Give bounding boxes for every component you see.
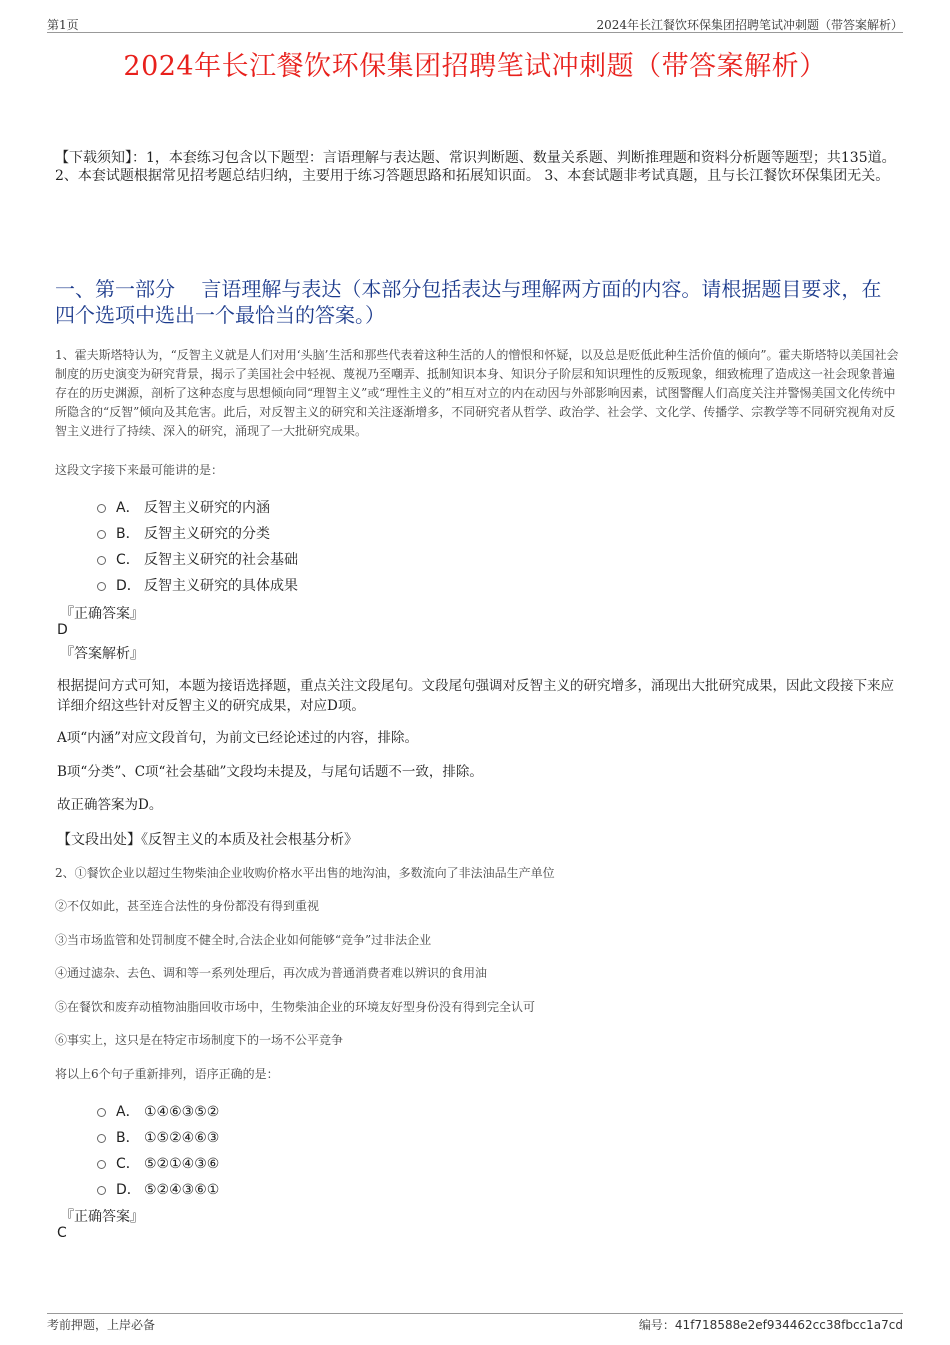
download-notice: 【下载须知】：1，本套练习包含以下题型：言语理解与表达题、常识判断题、数量关系题、判断推理题和资料分析题等题型；共135道。 2、本套试题根据常见招考题总结归纳，主要用于练习答题思路和拓展知识面。 3、本套试题非考试真题，且与长江餐饮环保集团无关。 [55,150,896,184]
q2-sentence-6: ⑥事实上，这只是在特定市场制度下的一场不公平竞争 [55,1033,344,1047]
q1-analysis-p4: 故正确答案为D。 [57,797,163,813]
footer-slogan: 考前押题，上岸必备 [47,1318,156,1332]
question-2-prompt: 将以上6个句子重新排列，语序正确的是： [55,1067,279,1081]
header-doc-title: 2024年长江餐饮环保集团招聘笔试冲刺题（带答案解析） [596,18,903,32]
q2-answer-heading: 『正确答案』 [60,1209,144,1225]
footer-doc-id: 编号：41f718588e2ef934462cc38fbcc1a7cd [638,1318,903,1332]
q2-option-c[interactable]: C． ⑤②①④③⑥ [97,1153,219,1173]
section-title: 一、第一部分 言语理解与表达（本部分包括表达与理解两方面的内容。请根据题目要求，在四个选项中选出一个最恰当的答案。） [55,277,882,327]
page-number: 第1页 [47,18,79,32]
q1-answer-heading: 『正确答案』 [60,606,144,622]
radio-icon[interactable] [97,504,106,513]
question-1-prompt: 这段文字接下来最可能讲的是： [55,463,224,477]
q2-option-a[interactable]: A． ①④⑥③⑤② [97,1101,219,1121]
q1-source: 【文段出处】《反智主义的本质及社会根基分析》 [57,832,358,848]
q2-option-d[interactable]: D． ⑤②④③⑥① [97,1179,219,1199]
q1-option-c[interactable]: C． 反智主义研究的社会基础 [97,549,298,569]
radio-icon[interactable] [97,1160,106,1169]
q2-sentence-5: ⑤在餐饮和废弃动植物油脂回收市场中，生物柴油企业的环境友好型身份没有得到完全认可 [55,1000,536,1014]
radio-icon[interactable] [97,1186,106,1195]
q2-option-b[interactable]: B． ①⑤②④⑥③ [97,1127,219,1147]
radio-icon[interactable] [97,582,106,591]
question-1-text: 1、霍夫斯塔特认为，“反智主义就是人们对用‘头脑’生活和那些代表着这种生活的人的憎恨和怀疑，以及总是贬低此种生活价值的倾向”。霍夫斯塔特以美国社会制度的历史演变为研究背景，揭示了美国社会中轻视、蔑视乃至嘲弄、抵制知识本身、知识分子阶层和知识理性的反叛现象，细致梳理了造成这一社会现象普遍存在的历史渊源，剖析了这种态度与思想倾向同“理智主义”或“理性主义的”相互对立的内在动因与外部影响因素，试图警醒人们高度关注并警惕美国文化传统中所隐含的“反智”倾向及其危害。此后，对反智主义的研究和关注逐渐增多，不同研究者从哲学、政治学、社会学、文化学、传播学、宗教学等不同研究视角对反智主义进行了持续、深入的研究，涌现了一大批研究成果。 [55,348,899,438]
radio-icon[interactable] [97,530,106,539]
q1-analysis-p2: A项“内涵”对应文段首句，为前文已经论述过的内容，排除。 [57,730,419,746]
page-footer [47,1313,903,1332]
q1-option-d[interactable]: D． 反智主义研究的具体成果 [97,575,298,595]
q2-sentence-1: 2、①餐饮企业以超过生物柴油企业收购价格水平出售的地沟油，多数流向了非法油品生产单位 [55,866,555,880]
q2-sentence-4: ④通过滤杂、去色、调和等一系列处理后，再次成为普通消费者难以辨识的食用油 [55,966,488,980]
document-title: 2024年长江餐饮环保集团招聘笔试冲刺题（带答案解析） [123,51,827,82]
q1-answer: D [57,622,68,638]
q2-sentence-2: ②不仅如此，甚至连合法性的身份都没有得到重视 [55,899,320,913]
q2-answer: C [57,1225,67,1241]
page-header [47,14,903,33]
q2-sentence-3: ③当市场监管和处罚制度不健全时,合法企业如何能够“竞争”过非法企业 [55,933,432,947]
q1-analysis-heading: 『答案解析』 [60,646,144,662]
q1-analysis-p1: 根据提问方式可知，本题为接语选择题，重点关注文段尾句。文段尾句强调对反智主义的研究增多，涌现出大批研究成果，因此文段接下来应详细介绍这些针对反智主义的研究成果，对应D项。 [57,678,894,714]
q1-option-a[interactable]: A． 反智主义研究的内涵 [97,497,270,517]
radio-icon[interactable] [97,1108,106,1117]
radio-icon[interactable] [97,1134,106,1143]
q1-option-b[interactable]: B． 反智主义研究的分类 [97,523,270,543]
radio-icon[interactable] [97,556,106,565]
q1-analysis-p3: B项“分类”、C项“社会基础”文段均未提及，与尾句话题不一致，排除。 [57,764,483,780]
